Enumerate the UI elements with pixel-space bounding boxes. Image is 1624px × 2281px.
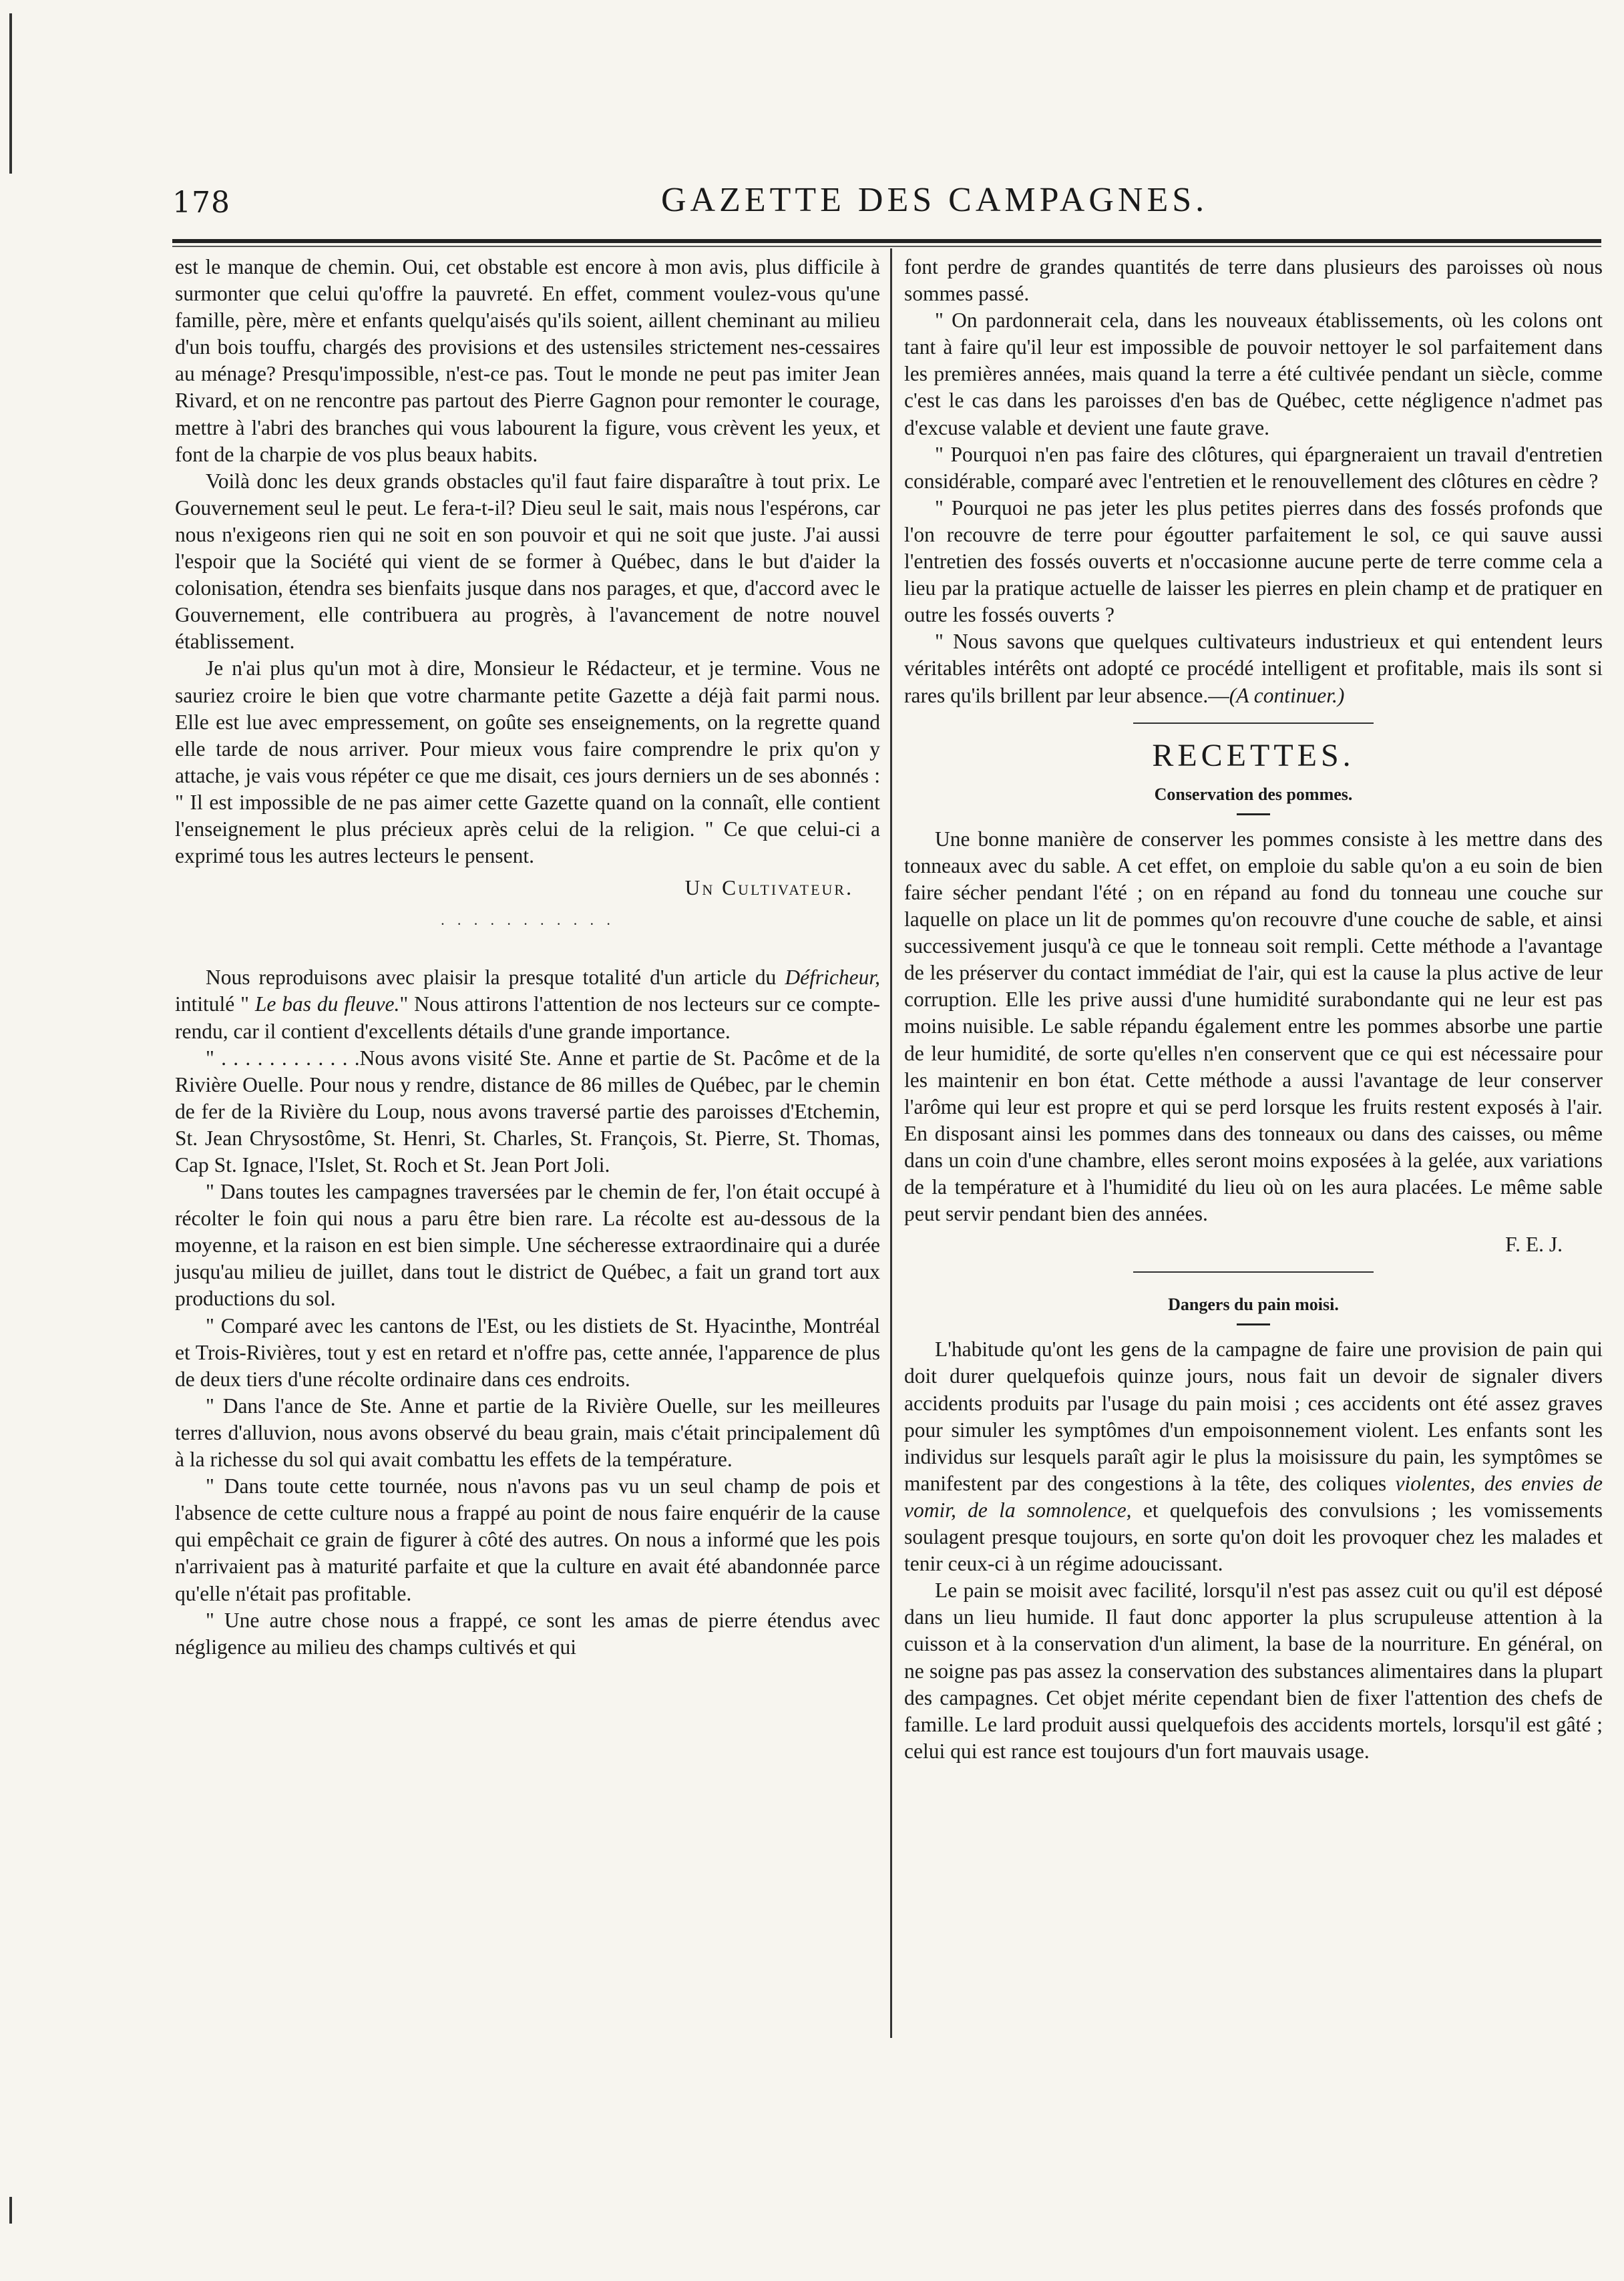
paragraph: " Dans l'ance de Ste. Anne et partie de la Rivière Ouelle, sur les meilleures terres d'alluvion, nous avons observé du beau grain, mais c'était principalement dû à la richesse du sol qui avait combattu les effets de la température. [175,1394,880,1472]
subheading: Dangers du pain moisi. [1168,1295,1339,1315]
paragraph: " Pourquoi ne pas jeter les plus petites pierres dans des fossés profonds que l'on recouvre de terre pour égoutter parfaitement le sol, ce qui sauve aussi l'entretien des fossés ouverts et n'occasionne aucune perte de terre comme cela a lieu par la pratique actuelle de laisser les pierres en plein champ et de pratiquer en outre les fossés ouverts ? [904,495,1603,627]
paragraph: " On pardonnerait cela, dans les nouveaux établissements, où les colons ont tant à faire qu'il leur est impossible de pouvoir nettoyer le sol parfaitement dans les premières années, mais quand la terre a été cultivée pendant un siècle, comme c'est le cas dans les paroisses d'en bas de Québec, cette négligence n'admet pas d'excuse valable et devient une faute grave. [904,308,1603,439]
article-intro [175,964,880,1044]
separator: · · · · · · · · · · · [440,915,615,933]
margin-mark [9,13,12,174]
intro-text: intitulé " [175,992,255,1016]
paragraph [904,628,1603,708]
signature: Un Cultivateur. [684,876,853,900]
article-title: Le bas du fleuve. [254,992,400,1016]
paragraph: Une bonne manière de conserver les pommes consiste à les mettre dans des tonneaux avec du sable. A cet effet, on emploie du sable qu'on a eu soin de bien faire sécher pendant l'été ; on en répand au fond du tonneau une couche sur laquelle on place un lit de pommes qu'on recouvre d'une couche de sable, et ainsi successivement jusqu'à ce que le tonneau soit rempli. Cette méthode a l'avantage de les préserver du contact immédiat de l'air, qui est la cause la plus active de leur corruption. Elle les prive aussi d'une humidité surabondante qui ne leur est pas moins nuisible. Le sable répandu également entre les pommes absorbe une partie de leur humidité, de sorte qu'elles n'en conservent que ce qui est nécessaire pour les maintenir en bon état. Cette méthode a aussi l'avantage de leur conserver l'arôme qui leur est propre et qui se perd lorsque les fruits restent exposés à l'air. En disposant ainsi les pommes dans des tonneaux ou dans des caisses, ou même dans un coin d'une chambre, elles seront moins exposées à la gelée, aux variations de la température et à l'humidité du lieu où on les aura placées. Le même sable peut servir pendant bien des années. [904,827,1603,1226]
section-title: RECETTES. [1152,737,1355,773]
paragraph: " Dans toute cette tournée, nous n'avons pas vu un seul champ de pois et l'absence de cette culture nous a frappé au point de nous faire enquérir de la cause qui empêchait ce grain de figurer à côté des autres. On nous a informé que les pois n'arrivaient pas à maturité parfaite et que la culture en avait été abandonnée parce qu'elle n'était pas profitable. [175,1474,880,1605]
subheading: Conservation des pommes. [1154,784,1353,804]
left-column [175,254,880,1661]
paragraph: " Comparé avec les cantons de l'Est, ou les distiets de St. Hyacinthe, Montréal et Trois-Rivières, tout y est en retard et n'offre pas, cette année, l'apparence de plus de deux tiers d'une récolte ordinaire dans ces endroits. [175,1313,880,1391]
paragraph: est le manque de chemin. Oui, cet obstable est encore à mon avis, plus difficile à surmonter que celui qu'offre la pauvreté. En effet, comment voulez-vous qu'une famille, père, mère et enfants quelqu'aisés qu'ils soient, aillent cheminant au milieu d'un bois touffu, chargés des provisions et des ustensiles strictement nes-cessaires au ménage? Presqu'impossible, n'est-ce pas. Tout le monde ne peut pas imiter Jean Rivard, et on ne rencontre pas partout des Pierre Gagnon pour remonter le courage, mettre à l'abri des branches qui vous labourent la figure, vous crèvent les yeux, et font de la charpie de vos plus beaux habits. [175,255,880,466]
page-number: 178 [172,186,230,220]
paragraph-text: " Nous savons que quelques cultivateurs industrieux et qui entendent leurs véritables intérêts ont adopté ce procédé intelligent et profitable, mais ils sont si rares qu'ils brillent par leur absence.— [904,630,1603,707]
paragraph-text: L'habitude qu'ont les gens de la campagne de faire une provision de pain qui doit durer quelquefois quinze jours, nous fait un devoir de signaler divers accidents produits par l'usage du pain moisi ; ces accidents ont été assez graves pour simuler les symptômes d'un empoisonnement violent. Les enfants sont les individus sur lesquels paraît agir le plus la moisissure du pain, les symptômes se manifestent par des congestions à la tête, des coliques [904,1337,1603,1495]
paragraph: " Pourquoi n'en pas faire des clôtures, qui épargneraient un travail d'entretien considérable, comparé avec l'entretien et le renouvellement des clôtures en cèdre ? [904,442,1603,493]
intro-text: Nous reproduisons avec plaisir la presque totalité d'un article du [206,966,785,990]
continuation-note: (A continuer.) [1229,683,1345,707]
paragraph: Je n'ai plus qu'un mot à dire, Monsieur le Rédacteur, et je termine. Vous ne sauriez croire le bien que votre charmante petite Gazette a déjà fait parmi nous. Elle est lue avec empressement, on goûte ses enseignements, on la regrette quand elle tarde de nous arriver. Pour mieux vous faire comprendre le prix qu'on y attache, je vais vous répéter ce que me disait, ces jours derniers un de ses abonnés : " Il est impossible de ne pas aimer cette Gazette quand on la connaît, elle contient l'enseignement le plus précieux après celui de la religion. " Ce que celui-ci a exprimé tous les autres lecteurs le pensent. [175,656,880,868]
paragraph: " Dans toutes les campagnes traversées par le chemin de fer, l'on était occupé à récolter le foin qui nous a paru être bien rare. La récolte est au-dessous de la moyenne, et la raison en est bien simple. Une sécheresse extraordinaire qui a durée jusqu'au milieu de juillet, dans tout le district de Québec, a fait un grand tort aux productions du sol. [175,1180,880,1311]
margin-mark [9,2197,12,2224]
column-divider [890,248,892,2038]
short-rule [1237,813,1270,815]
right-column [904,254,1603,1765]
paragraph: Le pain se moisit avec facilité, lorsqu'il n'est pas assez cuit ou qu'il est déposé dans un lieu humide. Il faut donc apporter la plus scrupuleuse attention à la cuisson et à la conservation d'un aliment, la base de la nourriture. En général, on ne soigne pas pas assez la conservation des substances alimentaires dans la plupart des campagnes. Cet objet mérite cependant bien de fixer l'attention des chefs de famille. Le lard produit aussi quelquefois des accidents mortels, lorsqu'il est gâté ; celui qui est rance est toujours d'un fort mauvais usage. [904,1579,1603,1763]
paragraph: font perdre de grandes quantités de terre dans plusieurs des paroisses où nous sommes passé. [904,255,1603,306]
intro-text: " Nous attirons l'attention de nos lecteurs sur ce compte-rendu, car il contient d'excellents détails d'une grande importance. [175,992,880,1043]
paragraph: " Une autre chose nous a frappé, ce sont les amas de pierre étendus avec négligence au milieu des champs cultivés et qui [175,1608,880,1659]
section-rule [1133,1271,1374,1273]
symptom-list: violentes, des envies de vomir, de la somnolence, [904,1471,1603,1522]
paragraph-text: et quelquefois des convulsions ; les vomissements soulagent presque toujours, en sorte qu'on doit les provoquer chez les malades et tenir ceux-ci à un régime adoucissant. [904,1498,1603,1576]
header-rule-thin [172,246,1601,247]
paragraph: " . . . . . . . . . . . .Nous avons visité Ste. Anne et partie de St. Pacôme et de la Rivière Ouelle. Pour nous y rendre, distance de 86 milles de Québec, par le chemin de fer de la Rivière du Loup, nous avons traversé partie des paroisses d'Etchemin, St. Jean Chrysostôme, St. Henri, St. Charles, St. François, St. Pierre, St. Thomas, Cap St. Ignace, l'Islet, St. Roch et St. Jean Port Joli. [175,1046,880,1177]
short-rule [1237,1323,1270,1325]
section-rule [1133,722,1374,724]
paragraph [904,1336,1603,1577]
header-rule [172,239,1601,243]
running-head: GAZETTE DES CAMPAGNES. [661,181,1209,219]
paragraph: Voilà donc les deux grands obstacles qu'il faut faire disparaître à tout prix. Le Gouvernement seul le peut. Le fera-t-il? Dieu seul le sait, mais nous l'espérons, car nous n'exigeons rien qui ne soit en son pouvoir et qui ne soit que juste. J'ai aussi l'espoir que la Société qui vient de se former à Québec, dans le but d'aider la colonisation, étendra ses bienfaits jusque dans nos parages, et que, d'accord avec le Gouvernement, elle contribuera au progrès, à l'avancement de notre nouvel établissement. [175,469,880,654]
signature: F. E. J. [1505,1233,1563,1257]
source-name: Défricheur, [785,966,880,990]
